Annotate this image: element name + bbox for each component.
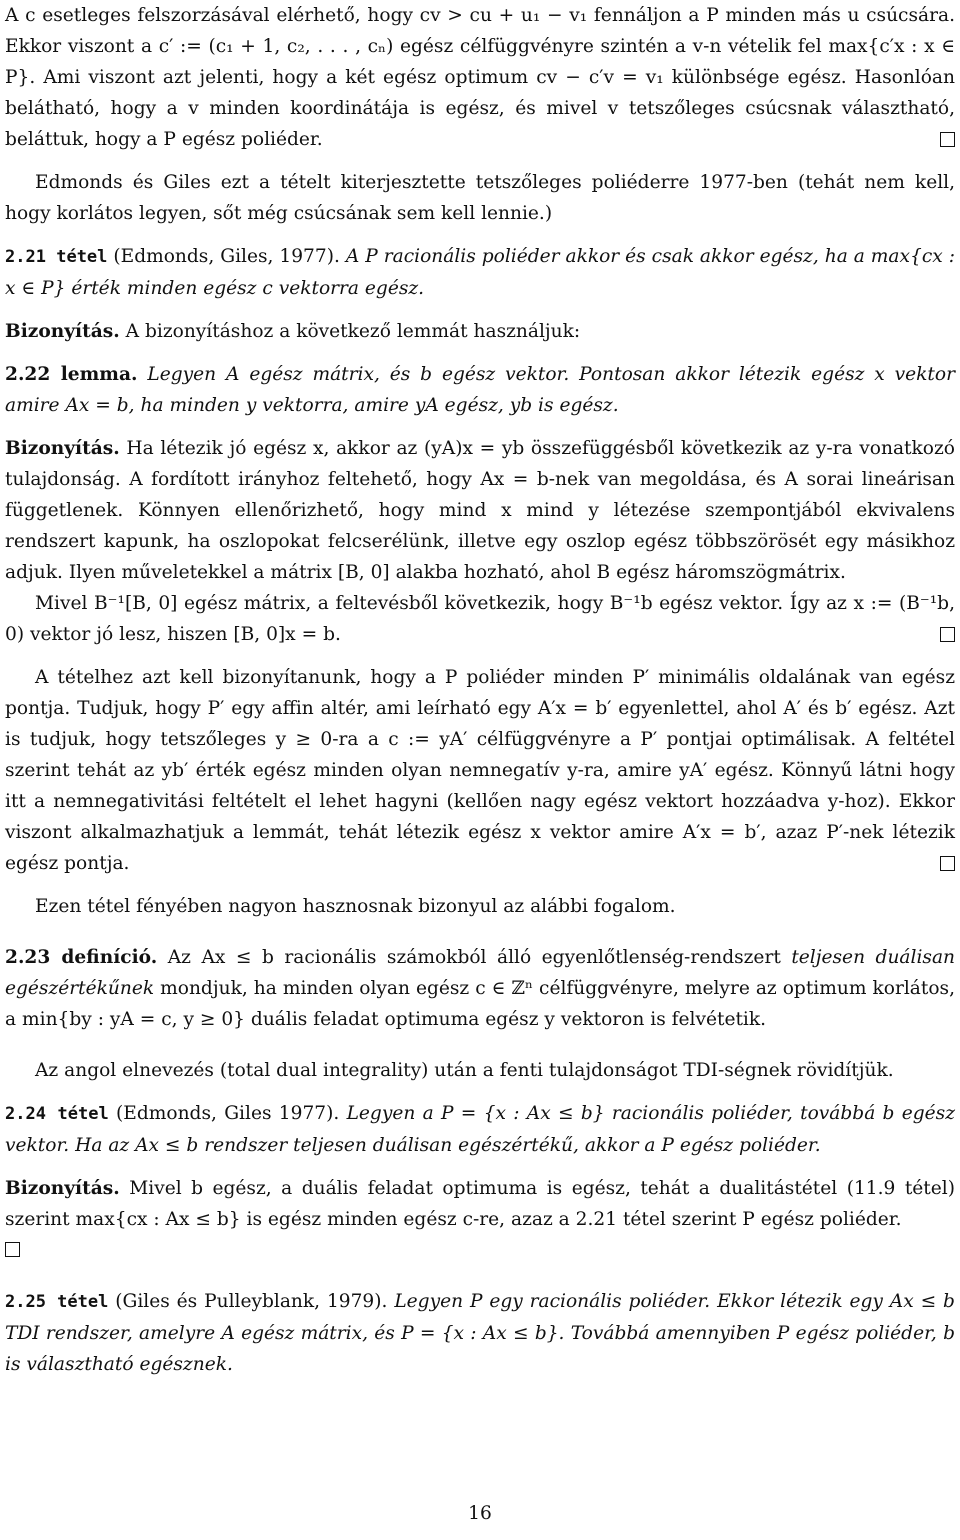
proof-text: Ha létezik jó egész x, akkor az (yA)x = yb összefüggésből következik az y-ra vonatkozó tulajdonság. A fordított irányhoz feltehető, hogy Ax = b-nek van megoldása, és A sorai lineárisan függetlenek. Könnyen ellenőrizhető, hogy mind x mind y létezése szempontjából ekvivalens rendszert kapunk, ha oszlopokat felcserélünk, illetve egy oszlop egész többszörösét egy másikhoz adjuk. Ilyen műveletekkel a mátrix [B, 0] alakba hozható, ahol B egész háromszögmátrix. [5, 438, 955, 583]
theorem-statement: A P racionális poliéder akkor és csak akkor egész, ha a max{cx : x ∈ P} érték minden egész c vektorra egész. [5, 246, 955, 299]
paragraph-tdi [5, 1055, 955, 1086]
theorem-source: (Edmonds, Giles 1977). [116, 1103, 340, 1124]
theorem-statement: Legyen a P = {x : Ax ≤ b} racionális poliéder, továbbá b egész vektor. Ha az Ax ≤ b rendszer teljesen duálisan egészértékű, akkor a P egész poliéder. [5, 1103, 955, 1156]
lemma-proof [5, 433, 955, 588]
theorem-2-25 [5, 1286, 955, 1380]
theorem-label: 2.21 tétel [5, 247, 108, 267]
theorem-2-24-proof [5, 1173, 955, 1235]
theorem-label: 2.24 tétel [5, 1104, 109, 1124]
theorem-2-24 [5, 1098, 955, 1161]
definition-2-23 [5, 942, 955, 1035]
paragraph-edmonds [5, 167, 955, 229]
definition-term: teljesen duálisan egészértékűnek [5, 947, 956, 999]
proof-text: Mivel b egész, a duális feladat optimuma is egész, tehát a dualitástétel (11.9 tétel) szerint max{cx : Ax ≤ b} is egész minden egész c-re, azaz a 2.21 tétel szerint P egész poliéder. [5, 1178, 955, 1230]
proof-label: Bizonyítás. [5, 1178, 120, 1199]
lemma-proof-continued [5, 588, 955, 650]
qed-box-icon [940, 627, 955, 642]
paragraph-text: Ezen tétel fényében nagyon hasznosnak bizonyul az alábbi fogalom. [35, 896, 676, 917]
definition-text: mondjuk, ha minden olyan egész c ∈ ℤⁿ célfüggvényre, melyre az optimum korlátos, a min{by : yA = c, y ≥ 0} duális feladat optimuma egész y vektoron is felvétetik. [5, 978, 955, 1030]
paragraph-fogalom [5, 891, 955, 922]
page-number: 16 [468, 1503, 492, 1524]
qed-line [5, 1235, 955, 1266]
proof-intro [5, 316, 955, 347]
lemma-statement: Legyen A egész mátrix, és b egész vektor. Pontosan akkor létezik egész x vektor amire Ax = b, ha minden y vektorra, amire yA egész, yb is egész. [5, 364, 955, 416]
paragraph-text: Az angol elnevezés (total dual integrality) után a fenti tulajdonságot TDI-ségnek rövidítjük. [35, 1060, 894, 1081]
lemma-label: 2.22 lemma. [5, 364, 138, 385]
qed-box-icon [5, 1242, 20, 1257]
theorem-statement: Legyen P egy racionális poliéder. Ekkor létezik egy Ax ≤ b TDI rendszer, amelyre A egész mátrix, és P = {x : Ax ≤ b}. Továbbá amennyiben P egész poliéder, b is választható egésznek. [5, 1291, 955, 1375]
proof-text: Mivel B⁻¹[B, 0] egész mátrix, a feltevésből következik, hogy B⁻¹b egész vektor. Így az x := (B⁻¹b, 0) vektor jó lesz, hiszen [B, 0]x = b. [5, 593, 955, 645]
qed-box-icon [940, 132, 955, 147]
page-body [5, 0, 955, 1380]
theorem-label: 2.25 tétel [5, 1292, 109, 1312]
paragraph-text: A c esetleges felszorzásával elérhető, hogy cv > cu + u₁ − v₁ fennáljon a P minden más u csúcsára. Ekkor viszont a c′ := (c₁ + 1, c₂, . . . , cₙ) egész célfüggvényre szintén a v-n vételik fel max{c′x : x ∈ P}. Ami viszont azt jelenti, hogy a két egész optimum cv − c′v = v₁ különbsége egész. Hasonlóan belátható, hogy a v minden koordinátája is egész, és mivel v tetszőleges csúcsnak választható, beláttuk, hogy a P egész poliéder. [5, 5, 955, 150]
proof-text: A tételhez azt kell bizonyítanunk, hogy a P poliéder minden P′ minimális oldalának van egész pontja. Tudjuk, hogy P′ egy affin altér, ami leírható egy A′x = b′ egyenlettel, ahol A′ és b′ egész. Azt is tudjuk, hogy tetszőleges y ≥ 0-ra a c := yA′ célfüggvényre a P′ pontjai optimálisak. A feltétel szerint tehát az yb′ érték egész minden olyan nemnegatív y-ra, amire yA′ egész. Könnyű látni hogy itt a nemnegativitási feltételt el lehet hagyni (kellően nagy egész vektort hozzáadva y-hoz). Ekkor viszont alkalmazhatjuk a lemmát, tehát létezik egész x vektor amire A′x = b′, azaz P′-nek létezik egész pontja. [5, 667, 955, 874]
lemma-2-22 [5, 359, 955, 421]
theorem-source: (Giles és Pulleyblank, 1979). [115, 1291, 388, 1312]
qed-box-icon [940, 856, 955, 871]
theorem-proof [5, 662, 955, 879]
paragraph-continuation [5, 0, 955, 155]
proof-text: A bizonyításhoz a következő lemmát használjuk: [125, 321, 581, 342]
definition-label: 2.23 definíció. [5, 947, 158, 968]
theorem-2-21 [5, 241, 955, 304]
theorem-source: (Edmonds, Giles, 1977). [113, 246, 340, 267]
definition-text: Az Ax ≤ b racionális számokból álló egyenlőtlenség-rendszert [167, 947, 781, 968]
proof-label: Bizonyítás. [5, 321, 120, 342]
paragraph-text: Edmonds és Giles ezt a tételt kiterjesztette tetszőleges poliéderre 1977-ben (tehát nem kell, hogy korlátos legyen, sőt még csúcsának sem kell lennie.) [5, 172, 955, 224]
proof-label: Bizonyítás. [5, 438, 120, 459]
